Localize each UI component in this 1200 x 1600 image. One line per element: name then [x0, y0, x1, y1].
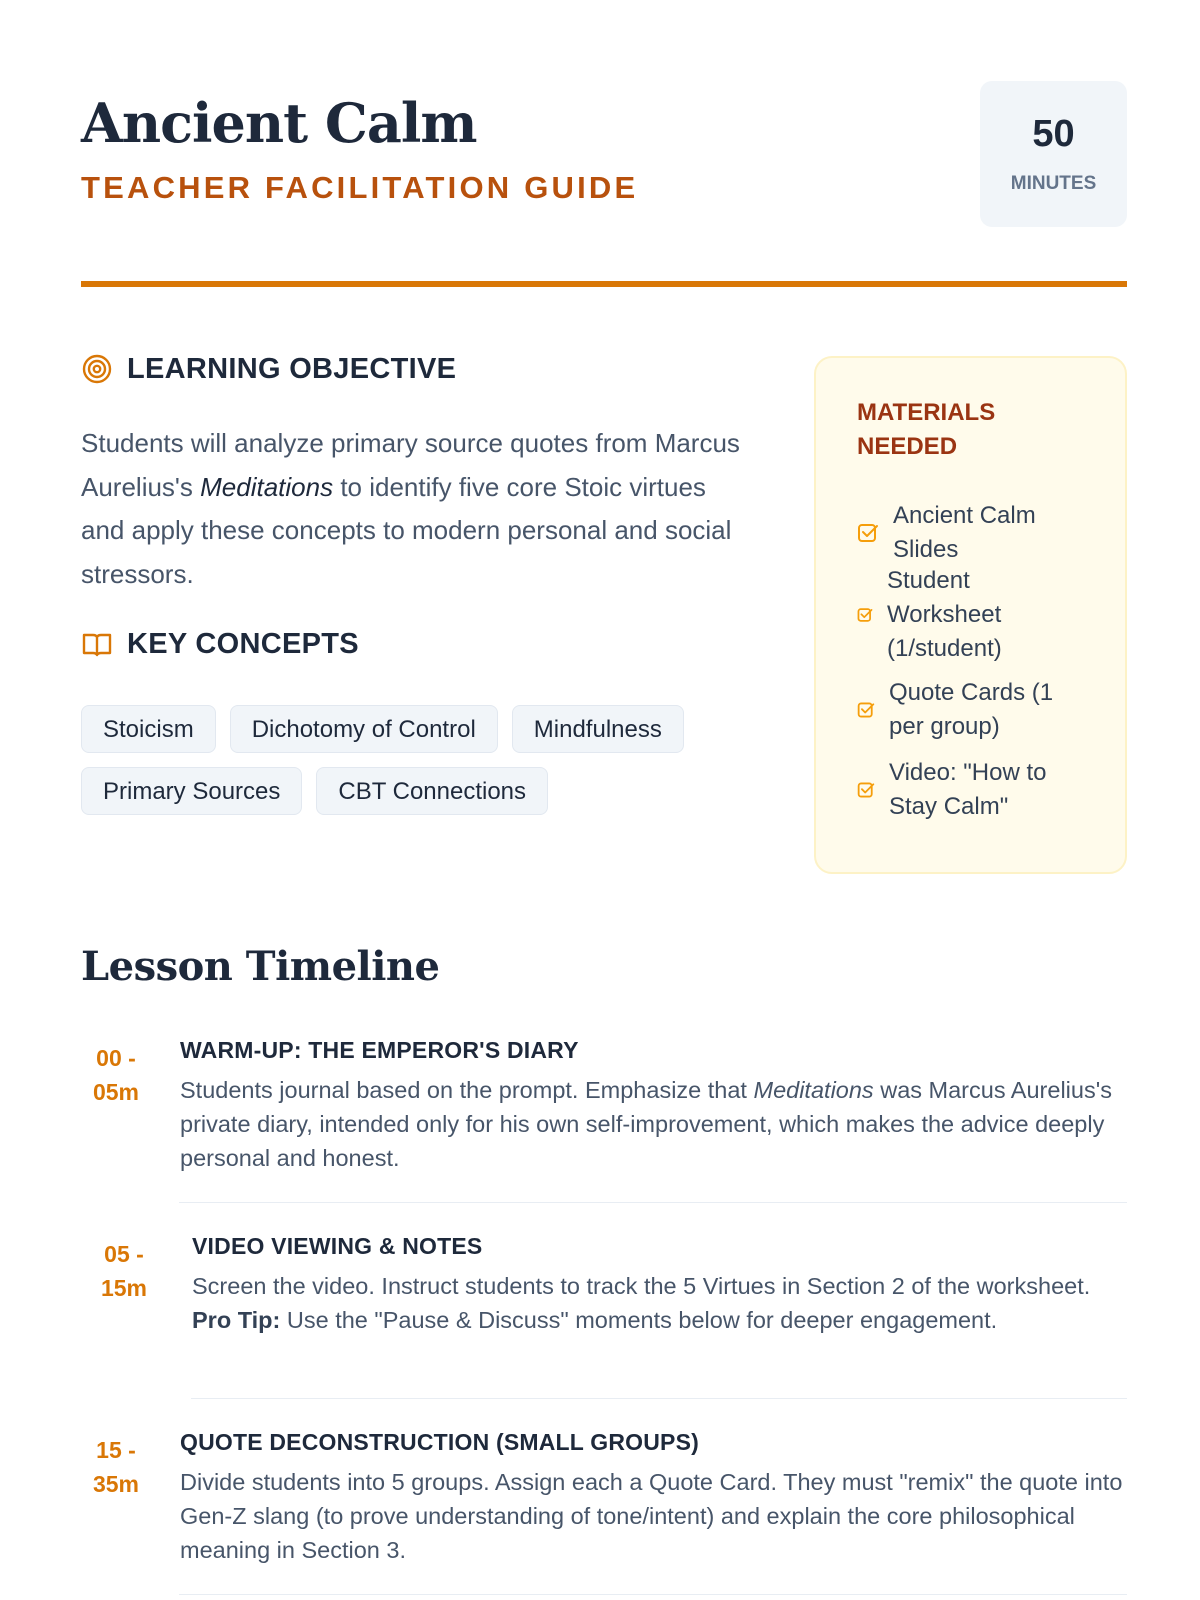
concept-tag: Dichotomy of Control — [230, 705, 498, 753]
concepts-heading — [81, 627, 359, 661]
concept-tag: Mindfulness — [512, 705, 684, 753]
timeline-title: QUOTE DECONSTRUCTION (SMALL GROUPS) — [180, 1429, 699, 1455]
timeline-description — [180, 1073, 1127, 1175]
header-divider — [81, 281, 1127, 287]
objective-heading — [81, 352, 456, 386]
objective-text-emphasis: Meditations — [200, 471, 334, 502]
materials-panel — [814, 356, 1127, 874]
timeline-desc-part: Use the "Pause & Discuss" moments below for deeper engagement. — [280, 1307, 998, 1333]
concept-tag: Primary Sources — [81, 767, 302, 815]
check-square-icon — [857, 781, 875, 799]
timeline-desc-emphasis: Meditations — [753, 1077, 874, 1103]
timeline-desc-part: Screen the video. Instruct students to track the 5 Virtues in Section 2 of the worksheet. — [192, 1273, 1091, 1299]
duration-value: 50 — [1032, 113, 1075, 155]
timeline-time: 00 - 05m — [92, 1045, 140, 1105]
duration-badge — [980, 81, 1127, 227]
material-item-label: Ancient Calm Slides — [893, 502, 1036, 563]
material-item — [857, 499, 1057, 567]
check-square-icon — [857, 607, 873, 623]
timeline-separator — [179, 1594, 1127, 1595]
timeline-desc-part: Students journal based on the prompt. Emphasize that — [180, 1077, 754, 1103]
material-item — [857, 676, 1067, 744]
concept-tag: Stoicism — [81, 705, 216, 753]
material-item — [857, 564, 1037, 666]
target-icon — [81, 353, 113, 385]
timeline-separator — [179, 1202, 1127, 1203]
timeline-heading: Lesson Timeline — [81, 943, 440, 990]
page-title: Ancient Calm — [81, 91, 477, 155]
timeline-body — [180, 1035, 1127, 1175]
timeline-time: 05 - 15m — [100, 1241, 148, 1301]
timeline-title: VIDEO VIEWING & NOTES — [192, 1233, 483, 1259]
materials-heading: MATERIALS NEEDED — [857, 399, 996, 460]
page-subtitle: TEACHER FACILITATION GUIDE — [81, 170, 639, 205]
book-icon — [81, 628, 113, 660]
timeline-title: WARM-UP: THE EMPEROR'S DIARY — [180, 1037, 579, 1063]
objective-text — [81, 422, 741, 596]
concept-tags — [81, 705, 781, 829]
concept-tag-row — [81, 705, 781, 753]
check-square-icon — [857, 701, 875, 719]
objective-text-part: Students will analyze primary source quotes from Marcus Aurelius's — [81, 428, 740, 502]
material-item-label: Video: "How to Stay Calm" — [889, 759, 1047, 820]
concept-tag: CBT Connections — [316, 767, 548, 815]
timeline-separator — [191, 1398, 1127, 1399]
timeline-body — [180, 1427, 1127, 1567]
timeline-time: 15 - 35m — [92, 1437, 140, 1497]
concept-tag-row — [81, 767, 781, 815]
material-item — [857, 756, 1067, 824]
check-square-icon — [857, 522, 879, 544]
timeline-desc-strong: Pro Tip: — [192, 1307, 281, 1333]
objective-heading-label: LEARNING OBJECTIVE — [127, 352, 457, 385]
timeline-description — [192, 1269, 1127, 1337]
material-item-label: Student Worksheet (1/student) — [887, 567, 1002, 662]
material-item-label: Quote Cards (1 per group) — [889, 679, 1054, 740]
timeline-description: Divide students into 5 groups. Assign each a Quote Card. They must "remix" the quote into Gen-Z slang (to prove understanding of tone/intent) and explain the core philosophical meaning in Section 3. — [180, 1469, 1123, 1563]
timeline-desc-part: was Marcus Aurelius's private diary, intended only for his own self-improvement, which makes the advice deeply personal and honest. — [180, 1077, 1112, 1171]
concepts-heading-label: KEY CONCEPTS — [127, 627, 359, 660]
objective-text-part: to identify five core Stoic virtues and apply these concepts to modern personal and social stressors. — [81, 471, 732, 589]
duration-unit: MINUTES — [1010, 173, 1097, 194]
timeline-body — [192, 1231, 1127, 1337]
